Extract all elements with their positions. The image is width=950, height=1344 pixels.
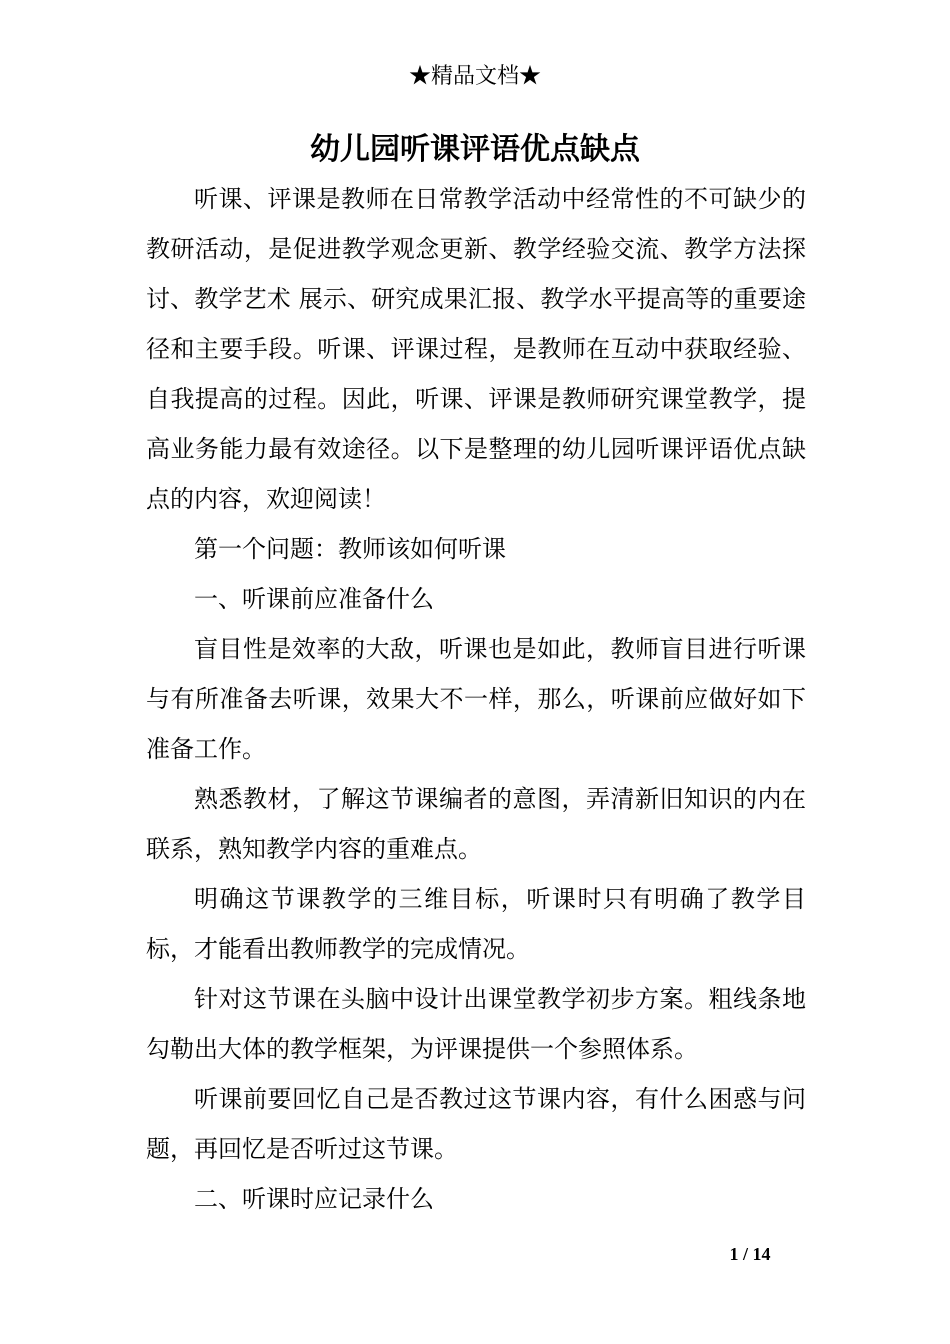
paragraph-recall: 听课前要回忆自己是否教过这节课内容，有什么困惑与问题，再回忆是否听过这节课。 (146, 1085, 806, 1163)
paragraph-textbook: 熟悉教材，了解这节课编者的意图，弄清新旧知识的内在联系，熟知教学内容的重难点。 (146, 785, 806, 863)
subheading-during-listening: 二、听课时应记录什么 (194, 1185, 434, 1213)
intro-paragraph: 听课、评课是教师在日常教学活动中经常性的不可缺少的教研活动，是促进教学观念更新、教学经验交流、教学方法探讨、教学艺术 展示、研究成果汇报、教学水平提高等的重要途径和主要手段。听课、评课过程，是教师在互动中获取经验、自我提高的过程。因此，听课、评课是教师研究课堂教学，提高业务能力最有效途径。以下是整理的幼儿园听课评语优点缺点的内容，欢迎阅读！ (146, 185, 806, 513)
page-header: ★精品文档★ (408, 64, 541, 89)
paragraph-plan: 针对这节课在头脑中设计出课堂教学初步方案。粗线条地勾勒出大体的教学框架，为评课提供一个参照体系。 (146, 985, 806, 1063)
subheading-before-listening: 一、听课前应准备什么 (194, 585, 434, 613)
paragraph-objectives: 明确这节课教学的三维目标，听课时只有明确了教学目标，才能看出教师教学的完成情况。 (146, 885, 806, 963)
page-number: 1 / 14 (729, 1244, 771, 1264)
paragraph-preparation: 盲目性是效率的大敌，听课也是如此，教师盲目进行听课与有所准备去听课，效果大不一样，那么，听课前应做好如下准备工作。 (146, 635, 806, 763)
section-heading-question-1: 第一个问题：教师该如何听课 (194, 535, 506, 563)
document-body (146, 174, 806, 1224)
document-title: 幼儿园听课评语优点缺点 (310, 132, 640, 167)
